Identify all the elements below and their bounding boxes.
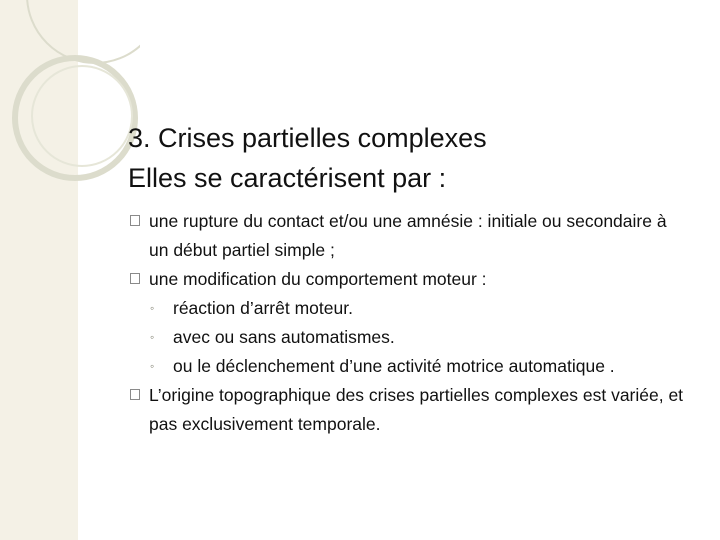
sub-bullet-text: réaction d’arrêt moteur. xyxy=(173,298,353,318)
slide-subtitle: Elles se caractérisent par : xyxy=(128,163,447,193)
sub-bullet-item xyxy=(130,352,690,381)
decorative-circles xyxy=(0,0,140,210)
sub-bullet-item xyxy=(130,294,690,323)
slide-title: 3. Crises partielles complexes xyxy=(128,123,487,153)
bullet-text: une rupture du contact et/ou une amnésie : initiale ou secondaire à un début partiel simple ; xyxy=(149,211,667,260)
ring-bullet-icon: ◦ xyxy=(150,301,155,315)
sub-bullet-text: avec ou sans automatismes. xyxy=(173,327,395,347)
bullet-list xyxy=(130,207,690,439)
sub-bullet-text: ou le déclenchement d’une activité motrice automatique . xyxy=(173,356,615,376)
checkbox-bullet-icon xyxy=(130,273,140,284)
checkbox-bullet-icon xyxy=(130,215,140,226)
bullet-text: une modification du comportement moteur : xyxy=(149,269,487,289)
sub-bullet-item xyxy=(130,323,690,352)
bullet-item xyxy=(130,381,690,439)
bullet-item xyxy=(130,265,690,294)
bullet-item xyxy=(130,207,690,265)
checkbox-bullet-icon xyxy=(130,389,140,400)
ring-bullet-icon: ◦ xyxy=(150,330,155,344)
title-block xyxy=(128,118,688,198)
bullet-text: L’origine topographique des crises partielles complexes est variée, et pas exclusivement temporale. xyxy=(149,385,684,434)
ring-bullet-icon: ◦ xyxy=(150,359,155,373)
